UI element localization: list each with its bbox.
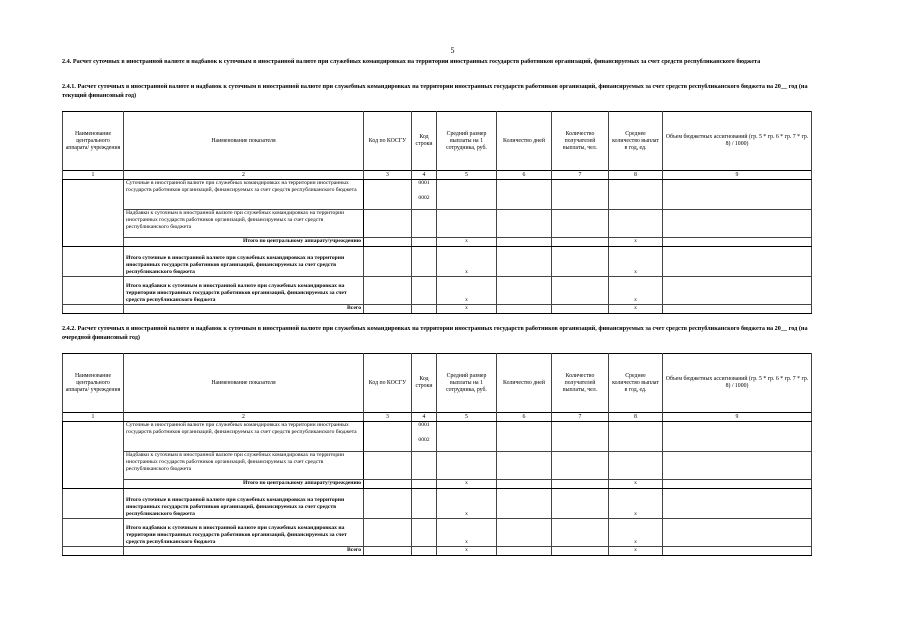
subsection-heading-current-year: 2.4.1. Расчет суточных в иностранной валюте и надбавок к суточным в иностранной валюте при служебных командировках на территории иностранных государств работников организаций, финансируемых за счет средств республиканского бюджета на 20__ год (на текущий финансовый год) [62,83,808,99]
na-mark: х [609,519,663,547]
value-cell[interactable] [437,180,497,210]
value-cell[interactable] [663,305,812,314]
row-code-cell[interactable] [412,238,437,247]
col-number: 7 [552,413,609,422]
empty-cell [63,277,124,305]
na-mark: х [609,489,663,519]
row-code: 0001 [418,180,430,186]
grand-total-label: Всего [124,547,364,556]
value-cell[interactable] [497,277,552,305]
value-cell[interactable] [552,180,609,210]
value-cell[interactable] [552,480,609,489]
institution-name-cell[interactable] [63,422,124,489]
col-header: Количество дней [497,112,552,171]
row-code: 0002 [418,195,430,201]
col-number: 5 [437,413,497,422]
kosgu-cell[interactable] [364,238,412,247]
value-cell[interactable] [663,210,812,238]
col-number: 5 [437,171,497,180]
na-mark: х [437,519,497,547]
row-code-cell[interactable] [412,277,437,305]
value-cell[interactable] [552,247,609,277]
col-number: 3 [364,413,412,422]
kosgu-cell[interactable] [364,519,412,547]
value-cell[interactable] [609,210,663,238]
row-code-cell[interactable] [412,247,437,277]
table-row [63,247,812,277]
na-mark: х [609,480,663,489]
col-number: 2 [124,413,364,422]
total-central-label: Итого по центральному аппарату/учреждению [124,480,364,489]
kosgu-cell[interactable] [364,489,412,519]
calculation-table-current-year [62,111,812,314]
table-row [63,547,812,556]
value-cell[interactable] [552,452,609,480]
value-cell[interactable] [552,277,609,305]
col-number: 3 [364,171,412,180]
row-code-cell[interactable] [412,547,437,556]
table-row [63,452,812,480]
value-cell[interactable] [497,489,552,519]
kosgu-cell[interactable] [364,180,412,210]
col-number: 2 [124,171,364,180]
calculation-table-next-year [62,353,812,556]
empty-cell [63,247,124,277]
column-number-row [63,171,812,180]
value-cell[interactable] [663,547,812,556]
col-header: Наименование показателя [124,354,364,413]
value-cell[interactable] [552,238,609,247]
value-cell[interactable] [552,519,609,547]
row-code-cell[interactable] [412,480,437,489]
na-mark: х [609,238,663,247]
col-header: Код по КОСГУ [364,112,412,171]
value-cell[interactable] [663,452,812,480]
col-header: Объем бюджетных ассигнований (гр. 5 * гр. 6 * гр. 7 * гр. 8) / 1000) [663,354,812,413]
col-header: Наименование центрального аппарата/ учреждения [63,354,124,413]
value-cell[interactable] [663,238,812,247]
value-cell[interactable] [552,547,609,556]
col-header: Средний размер выплаты на 1 сотрудника, руб. [437,112,497,171]
col-number: 4 [412,171,437,180]
kosgu-cell[interactable] [364,305,412,314]
empty-cell [63,305,124,314]
value-cell[interactable] [437,210,497,238]
kosgu-cell[interactable] [364,247,412,277]
value-cell[interactable] [663,519,812,547]
na-mark: х [437,238,497,247]
kosgu-cell[interactable] [364,277,412,305]
indicator-label: Надбавки к суточным в иностранной валюте при служебных командировках на территории иностранных государств работников организаций, финансируемых за счет средств республиканского бюджета [124,210,364,238]
na-mark: х [437,277,497,305]
na-mark: х [437,547,497,556]
value-cell[interactable] [663,277,812,305]
total-central-label: Итого по центральному аппарату/учреждению [124,238,364,247]
table-row [63,519,812,547]
table-row [63,277,812,305]
section-heading: 2.4. Расчет суточных в иностранной валюте и надбавок к суточным в иностранной валюте при служебных командировках на территории иностранных государств работников организаций, финансируемых за счет средств республиканского бюджета [62,58,761,65]
value-cell[interactable] [497,480,552,489]
row-code: 0002 [418,437,430,443]
subsection-heading-next-year: 2.4.2. Расчет суточных в иностранной валюте и надбавок к суточным в иностранной валюте при служебных командировках на территории иностранных государств работников организаций, финансируемых за счет средств республиканского бюджета на 20__ год (на очередной финансовый год) [62,325,808,341]
col-number: 7 [552,171,609,180]
indicator-label: Суточные в иностранной валюте при служебных командировках на территории иностранных государств работников организаций, финансируемых за счет средств республиканского бюджета [124,180,364,210]
row-code-cell [412,422,437,452]
indicator-label: Надбавки к суточным в иностранной валюте при служебных командировках на территории иностранных государств работников организаций, финансируемых за счет средств республиканского бюджета [124,452,364,480]
table-header-row [63,354,812,413]
col-header: Количество дней [497,354,552,413]
value-cell[interactable] [437,452,497,480]
table-row [63,489,812,519]
value-cell[interactable] [497,547,552,556]
value-cell[interactable] [609,180,663,210]
value-cell[interactable] [552,489,609,519]
col-header: Код по КОСГУ [364,354,412,413]
value-cell[interactable] [497,180,552,210]
na-mark: х [437,489,497,519]
value-cell[interactable] [497,519,552,547]
total-daily-label: Итого суточные в иностранной валюте при служебных командировках на территории иностранных государств работников организаций, финансируемых за счет средств республиканского бюджета [124,247,364,277]
value-cell[interactable] [497,247,552,277]
value-cell[interactable] [497,452,552,480]
col-number: 6 [497,171,552,180]
row-code-cell[interactable] [412,452,437,480]
value-cell[interactable] [497,305,552,314]
row-code-cell[interactable] [412,210,437,238]
na-mark: х [609,247,663,277]
col-number: 8 [609,413,663,422]
value-cell[interactable] [552,305,609,314]
col-number: 9 [663,171,812,180]
col-header: Код строки [412,112,437,171]
table-header-row [63,112,812,171]
table-row [63,238,812,247]
value-cell[interactable] [663,180,812,210]
col-number: 1 [63,171,124,180]
col-header: Количество получателей выплаты, чел. [552,354,609,413]
value-cell[interactable] [552,422,609,452]
kosgu-cell[interactable] [364,422,412,452]
value-cell[interactable] [663,247,812,277]
value-cell[interactable] [609,422,663,452]
value-cell[interactable] [663,422,812,452]
value-cell[interactable] [663,489,812,519]
table-row [63,422,812,452]
table-row [63,210,812,238]
kosgu-cell[interactable] [364,452,412,480]
col-header: Объем бюджетных ассигнований (гр. 5 * гр. 6 * гр. 7 * гр. 8) / 1000) [663,112,812,171]
grand-total-label: Всего [124,305,364,314]
value-cell[interactable] [497,422,552,452]
value-cell[interactable] [497,238,552,247]
col-number: 1 [63,413,124,422]
na-mark: х [437,480,497,489]
table-row [63,180,812,210]
value-cell[interactable] [437,422,497,452]
total-allowance-label: Итого надбавки к суточным в иностранной валюте при служебных командировках на территории иностранных государств работников организаций, финансируемых за счет средств республиканского бюджета [124,519,364,547]
row-code-cell[interactable] [412,305,437,314]
col-header: Код строки [412,354,437,413]
col-header: Количество получателей выплаты, чел. [552,112,609,171]
value-cell[interactable] [663,480,812,489]
col-number: 9 [663,413,812,422]
page-number: 5 [450,46,455,55]
empty-cell [63,547,124,556]
na-mark: х [609,547,663,556]
na-mark: х [437,247,497,277]
row-code-cell[interactable] [412,489,437,519]
empty-cell [63,489,124,519]
institution-name-cell[interactable] [63,180,124,247]
table-row [63,305,812,314]
col-header: Наименование показателя [124,112,364,171]
col-number: 8 [609,171,663,180]
na-mark: х [609,277,663,305]
na-mark: х [609,305,663,314]
row-code-cell [412,180,437,210]
total-allowance-label: Итого надбавки к суточным в иностранной валюте при служебных командировках на территории иностранных государств работников организаций, финансируемых за счет средств республиканского бюджета [124,277,364,305]
col-header: Среднее количество выплат в год, ед. [609,112,663,171]
col-number: 4 [412,413,437,422]
col-header: Средний размер выплаты на 1 сотрудника, руб. [437,354,497,413]
col-number: 6 [497,413,552,422]
total-daily-label: Итого суточные в иностранной валюте при служебных командировках на территории иностранных государств работников организаций, финансируемых за счет средств республиканского бюджета [124,489,364,519]
kosgu-cell[interactable] [364,547,412,556]
na-mark: х [437,305,497,314]
kosgu-cell[interactable] [364,210,412,238]
value-cell[interactable] [497,210,552,238]
value-cell[interactable] [609,452,663,480]
table-row [63,480,812,489]
indicator-label: Суточные в иностранной валюте при служебных командировках на территории иностранных государств работников организаций, финансируемых за счет средств республиканского бюджета [124,422,364,452]
kosgu-cell[interactable] [364,480,412,489]
row-code-cell[interactable] [412,519,437,547]
col-header: Наименование центрального аппарата/ учреждения [63,112,124,171]
col-header: Среднее количество выплат в год, ед. [609,354,663,413]
row-code: 0001 [418,422,430,428]
column-number-row [63,413,812,422]
empty-cell [63,519,124,547]
value-cell[interactable] [552,210,609,238]
